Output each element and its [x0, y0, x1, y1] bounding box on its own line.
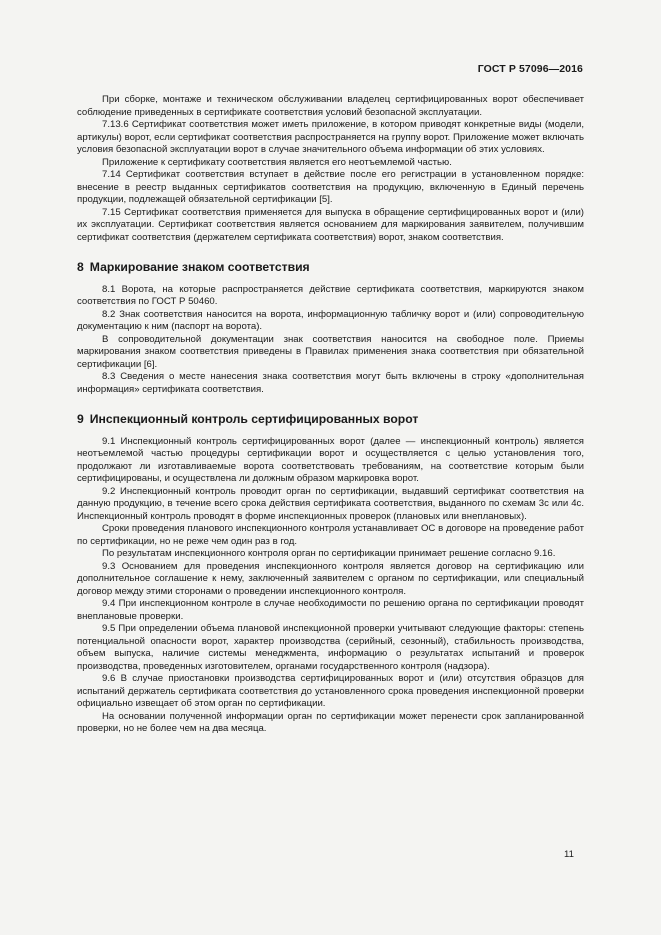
paragraph: 8.1 Ворота, на которые распространяется действие сертификата соответствия, маркируются знаком соответствия по ГОСТ Р 50460.: [77, 283, 584, 307]
paragraph: Сроки проведения планового инспекционного контроля устанавливает ОС в договоре на проведение работ по сертификации, но не реже чем один раз в год.: [77, 523, 584, 547]
paragraph: На основании полученной информации орган по сертификации может перенести срок запланированной проверки, но не более чем на два месяца.: [77, 710, 584, 734]
paragraph: В сопроводительной документации знак соответствия наносится на свободное поле. Приемы маркирования знаком соответствия приведены в Правилах применения знака соответствия при обязательной сертификации [6].: [77, 333, 584, 370]
section-number: 9: [77, 412, 84, 426]
paragraph: При сборке, монтаже и техническом обслуживании владелец сертифицированных ворот обеспечивает соблюдение приведенных в сертификате соответствия условий безопасной эксплуатации.: [77, 94, 584, 118]
page-number: 11: [564, 849, 574, 860]
paragraph: 9.2 Инспекционный контроль проводит орган по сертификации, выдавший сертификат соответствия на данную продукцию, в течение всего срока действия сертификата соответствия, выданного по схемам 3с или 4с. Инспекционный контроль проводят в форме инспекционных проверок (плановых или внеплановых).: [77, 485, 584, 522]
section-9-heading: [77, 413, 584, 426]
paragraph: 7.13.6 Сертификат соответствия может иметь приложение, в котором приводят конкретные виды (модели, артикулы) ворот, если сертификат соответствия распространяется на группу ворот. Приложение может включать условия безопасной эксплуатации ворот в случае значительного объема информации об этих условиях.: [77, 119, 584, 155]
paragraph: 8.2 Знак соответствия наносится на ворота, информационную табличку ворот и (или) сопроводительную документацию к ним (паспорт на ворота).: [77, 308, 584, 332]
section-title: Маркирование знаком соответствия: [89, 260, 310, 274]
paragraph: 9.5 При определении объема плановой инспекционной проверки учитывают следующие факторы: степень потенциальной опасности ворот, характер производства (серийный, сезонный), стабильность производства, объем выпуска, наличие системы менеджмента, информацию о результатах испытаний и проверок производства, проведенных изготовителем, органами государственного контроля (надзора).: [77, 623, 584, 672]
standard-code-header: ГОСТ Р 57096—2016: [477, 63, 583, 75]
paragraph: 8.3 Сведения о месте нанесения знака соответствия могут быть включены в строку «дополнительная информация» сертификата соответствия.: [77, 371, 584, 395]
section-number: 8: [77, 260, 84, 274]
section-title: Инспекционный контроль сертифицированных ворот: [89, 412, 419, 426]
paragraph: 9.1 Инспекционный контроль сертифицированных ворот (далее — инспекционный контроль) является неотъемлемой частью процедуры сертификации ворот и осуществляется с целью установления того, продолжают ли изготавливаемые ворота соответствовать требованиям, на соответствие которым были сертифицированы, и осуществлена ли должным образом маркировка ворот.: [77, 435, 584, 484]
paragraph: 9.3 Основанием для проведения инспекционного контроля является договор на сертификацию или дополнительное соглашение к нему, заключенный заявителем с органом по сертификации, или специальный договор между этими сторонами о проведении инспекционного контроля.: [77, 560, 584, 597]
paragraph: По результатам инспекционного контроля орган по сертификации принимает решение согласно 9.16.: [102, 548, 556, 559]
paragraph: 9.4 При инспекционном контроле в случае необходимости по решению органа по сертификации проводят внеплановые проверки.: [77, 598, 584, 622]
paragraph: 7.14 Сертификат соответствия вступает в действие после его регистрации в установленном порядке: внесение в реестр выданных сертификатов соответствия на продукцию, включенную в Единый перечень продукции, подлежащей обязательной сертификации [5].: [77, 169, 584, 205]
paragraph: 7.15 Сертификат соответствия применяется для выпуска в обращение сертифицированных ворот и (или) их эксплуатации. Сертификат соответствия является основанием для маркирования заявителем, получившим сертификат соответствия (держателем сертификата соответствия) ворот, знаком соответствия.: [77, 206, 584, 243]
paragraph: 9.6 В случае приостановки производства сертифицированных ворот и (или) отсутствия образцов для испытаний держатель сертификата соответствия до установленного срока проведения инспекционной проверки официально извещает об этом орган по сертификации.: [77, 673, 584, 709]
document-body: [77, 94, 584, 736]
paragraph: Приложение к сертификату соответствия является его неотъемлемой частью.: [102, 156, 452, 168]
section-8-heading: [77, 261, 584, 274]
